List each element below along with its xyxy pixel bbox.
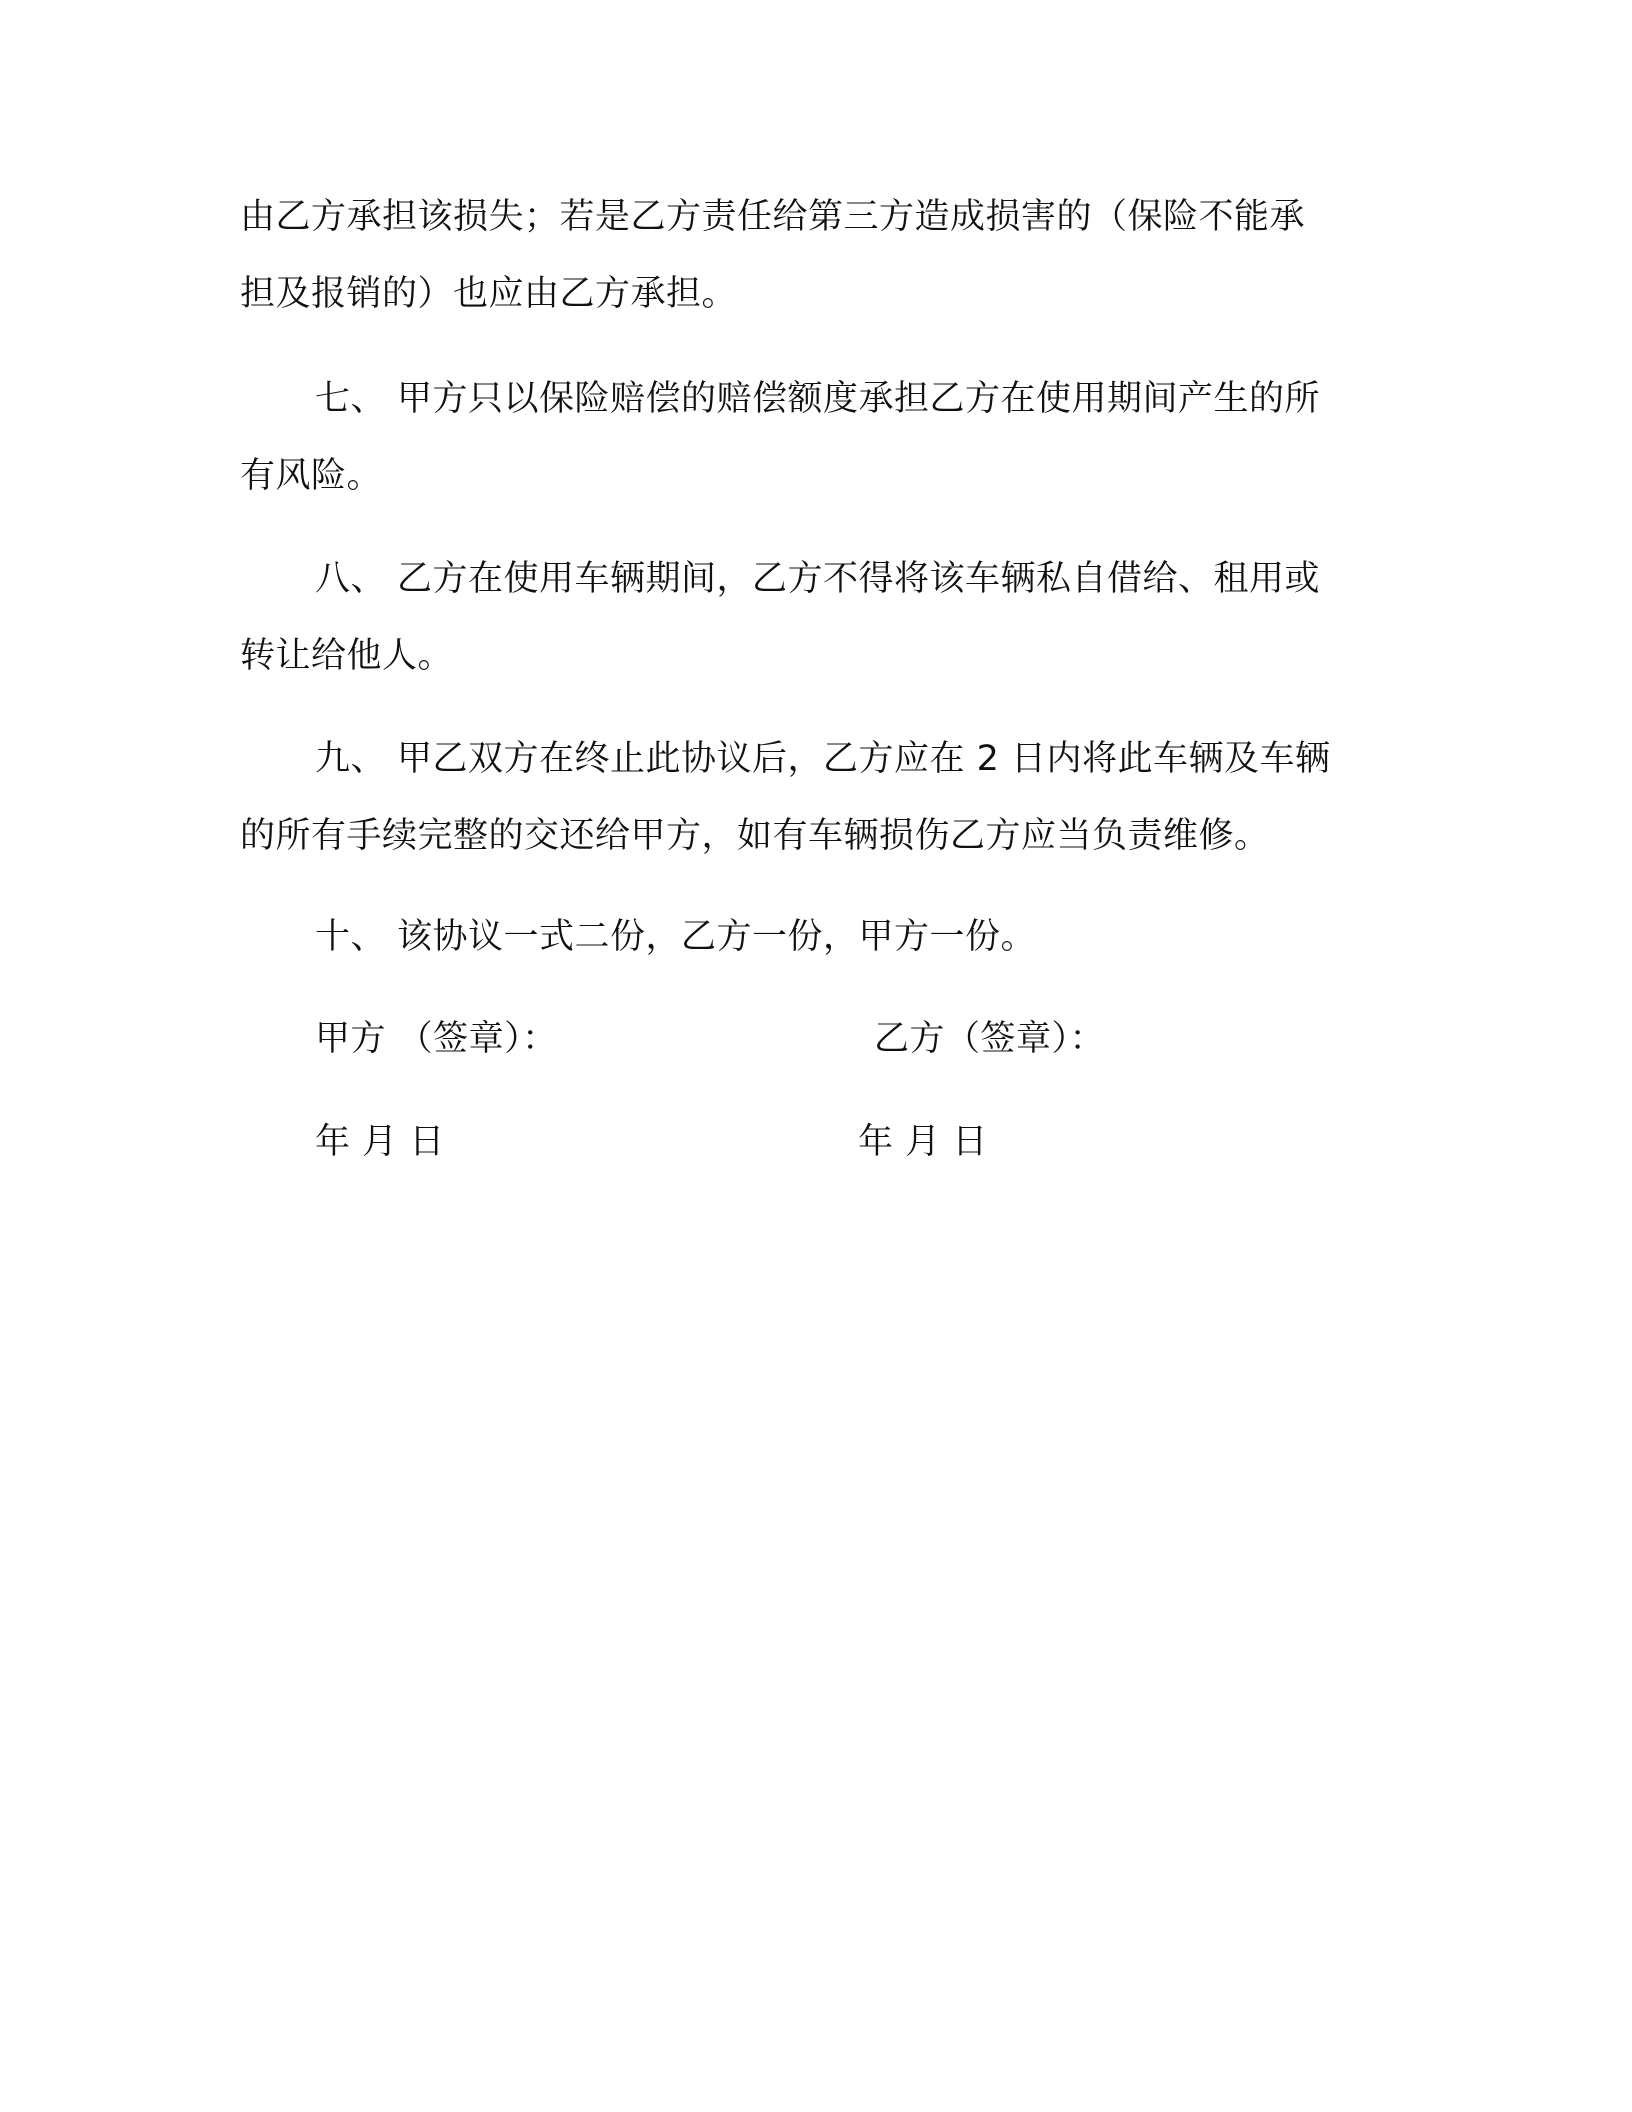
party-a-signature-label: 甲方 （签章）： xyxy=(315,1019,558,1059)
clause-7-line-1 xyxy=(315,375,1320,423)
clause-9-text: 甲乙双方在终止此协议后，乙方应在 2 日内将此车辆及车辆 xyxy=(397,739,1331,779)
clause-7-number: 七、 xyxy=(315,379,387,419)
clause-8-text: 乙方在使用车辆期间，乙方不得将该车辆私自借给、租用或 xyxy=(397,559,1321,599)
clause-10-number: 十、 xyxy=(315,917,387,957)
clause-8-number: 八、 xyxy=(315,559,387,599)
clause-9-number: 九、 xyxy=(315,739,387,779)
party-a-date: 年 月 日 xyxy=(315,1122,445,1162)
paragraph-6-line-1: 由乙方承担该损失；若是乙方责任给第三方造成损害的（保险不能承 xyxy=(240,197,1306,237)
clause-10-text: 该协议一式二份，乙方一份，甲方一份。 xyxy=(397,917,1037,957)
paragraph-6-line-2: 担及报销的）也应由乙方承担。 xyxy=(240,274,738,314)
clause-8-line-2: 转让给他人。 xyxy=(240,636,454,676)
clause-9-line-1 xyxy=(315,735,1331,783)
clause-10-line-1 xyxy=(315,913,1036,961)
clause-7-text: 甲方只以保险赔偿的赔偿额度承担乙方在使用期间产生的所 xyxy=(397,379,1321,419)
clause-8-line-1 xyxy=(315,555,1320,603)
clause-7-line-2: 有风险。 xyxy=(240,456,383,496)
party-b-signature-label: 乙方（签章）： xyxy=(874,1019,1106,1059)
clause-9-line-2: 的所有手续完整的交还给甲方，如有车辆损伤乙方应当负责维修。 xyxy=(240,816,1270,856)
party-b-date: 年 月 日 xyxy=(858,1122,988,1162)
